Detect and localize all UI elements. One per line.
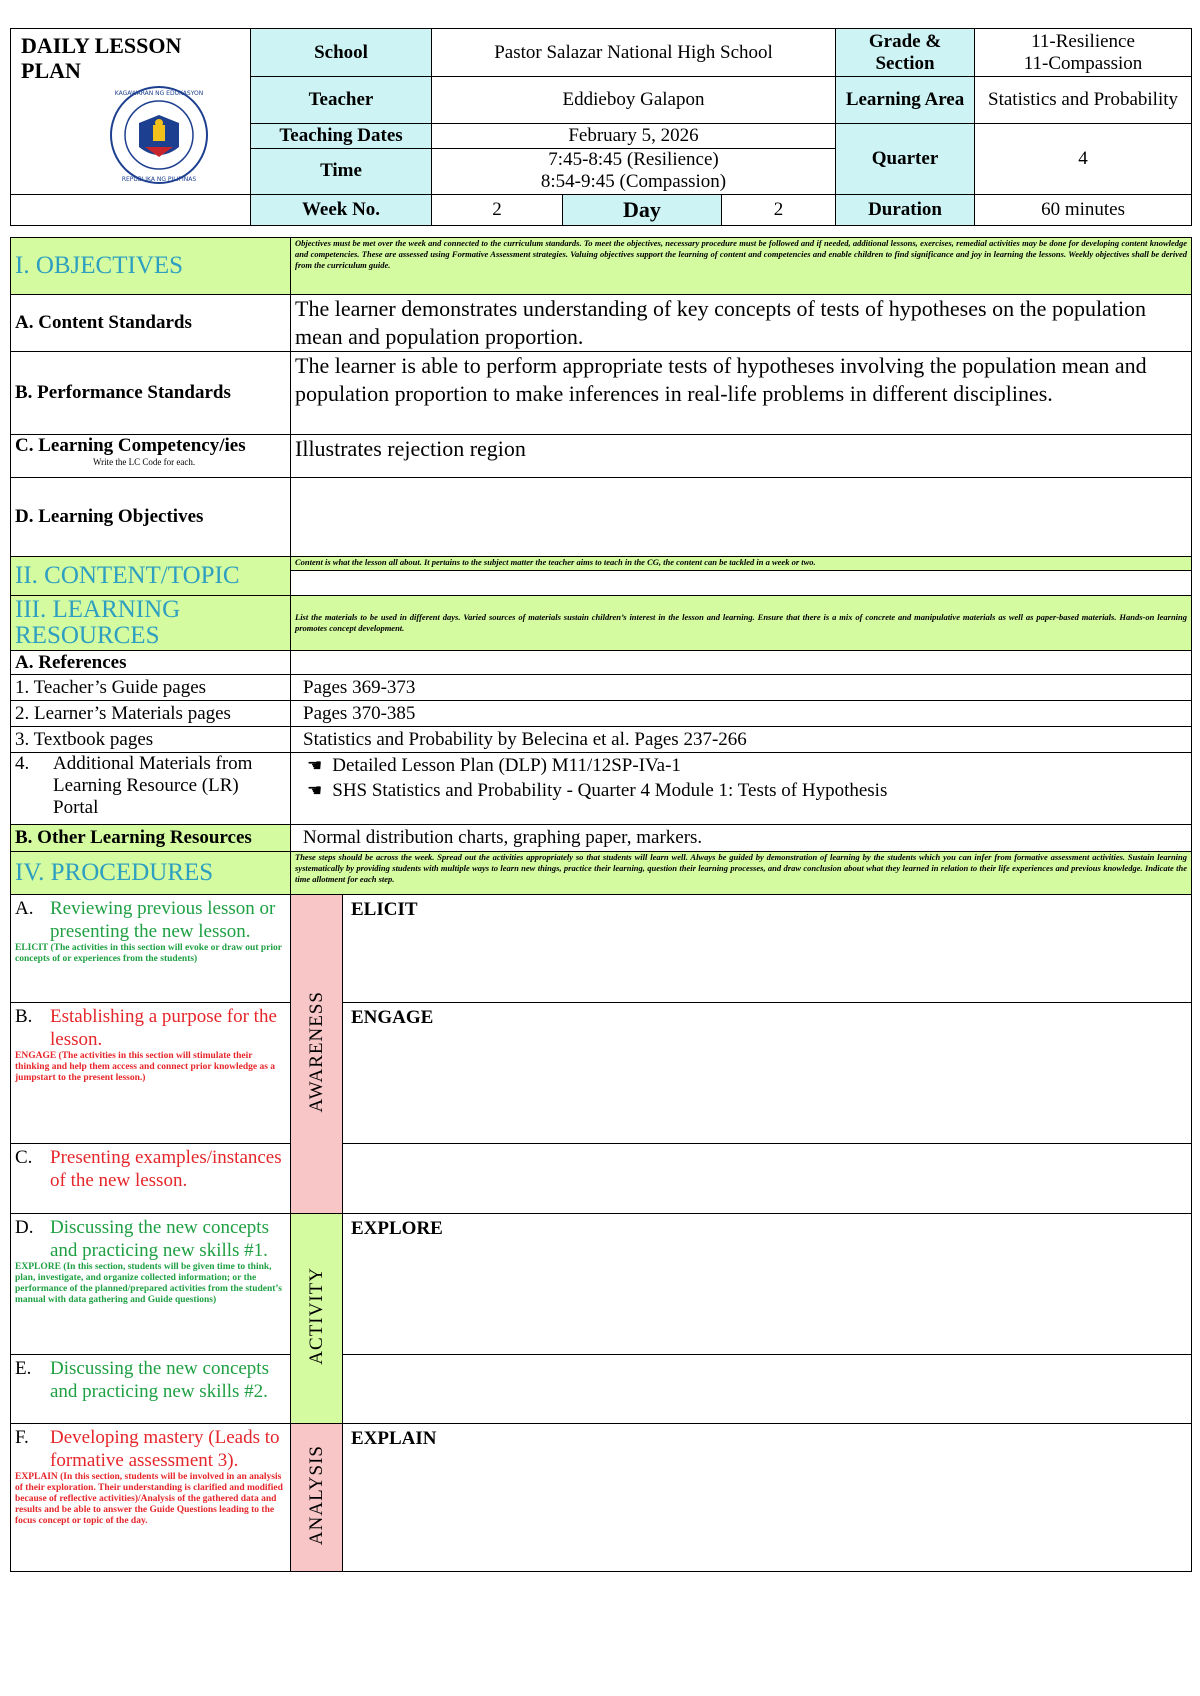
school-value: Pastor Salazar National High School (432, 29, 836, 77)
bullet-icon: ☚ (307, 756, 323, 775)
grade-value-1: 11-Resilience (1031, 30, 1135, 52)
phase-analysis (291, 1424, 343, 1572)
stage-explain: EXPLAIN (343, 1424, 1192, 1572)
proc-c-label: Presenting examples/instances of the new lesson. (50, 1147, 282, 1191)
day-label: Day (563, 194, 722, 225)
proc-d-note: EXPLORE (In this section, students will be given time to think, plan, investigate, and organize collected information; or the performance of the planned/prepared activities from the student’s manual with data gathering and Guide questions) (15, 1262, 282, 1305)
procedures-note: These steps should be across the week. Spread out the activities appropriately so that students will learn well. Always be guided by demonstration of learning by the students which you can infer from formative assessment activities. Sustain learning systematically by providing students with multiple ways to learn new things, practice their learning, question their learning processes, and draw conclusion about what they learned in relation to their life experiences and previous knowledge. Indicate the time allotment for each step. (291, 852, 1192, 895)
phase-activity (291, 1214, 343, 1424)
competency-label: C. Learning Competency/ies (15, 435, 246, 456)
stage-explore: EXPLORE (343, 1214, 1192, 1355)
additional-materials-value (291, 753, 1192, 825)
teacher-value: Eddieboy Galapon (432, 77, 836, 124)
competency-value: Illustrates rejection region (291, 435, 1192, 478)
proc-f-letter: F. (15, 1427, 29, 1448)
proc-e-letter: E. (15, 1358, 32, 1379)
textbook-pages-label: 3. Textbook pages (11, 727, 291, 753)
week-value: 2 (432, 194, 563, 225)
phase-analysis-label: ANALYSIS (305, 1444, 327, 1546)
additional-item-2: SHS Statistics and Probability - Quarter 4 Module 1: Tests of Hypothesis (332, 780, 888, 801)
tg-pages-label: 1. Teacher’s Guide pages (11, 675, 291, 701)
procedures-title: IV. PROCEDURES (11, 852, 291, 895)
performance-standards-label: B. Performance Standards (11, 352, 291, 435)
doc-title: DAILY LESSON PLAN (21, 33, 182, 83)
content-note: Content is what the lesson all about. It pertains to the subject matter the teacher aims to teach in the CG, the content can be tackled in a week or two. (291, 557, 1192, 571)
proc-b-note: ENGAGE (The activities in this section will stimulate their thinking and help them access and connect prior knowledge as a jumpstart to the present lesson.) (15, 1051, 276, 1083)
resources-note: List the materials to be used in different days. Varied sources of materials sustain children’s interest in the lesson and learning. Ensure that there is a mix of concrete and manipulative materials as well as paper-based materials. Hands-on learning promotes concept development. (291, 596, 1192, 651)
references-blank (291, 651, 1192, 675)
proc-a-label: Reviewing previous lesson or presenting the new lesson. (50, 898, 276, 942)
stage-engage: ENGAGE (343, 1003, 1192, 1144)
additional-materials-num: 4. (15, 753, 30, 774)
learning-objectives-value (291, 478, 1192, 557)
additional-item-1: Detailed Lesson Plan (DLP) M11/12SP-IVa-1 (332, 755, 681, 776)
content-standards-value: The learner demonstrates understanding of key concepts of tests of hypotheses on the population mean and population proportion. (291, 295, 1192, 352)
content-standards-label: A. Content Standards (11, 295, 291, 352)
proc-c-blank (343, 1144, 1192, 1214)
content-title: II. CONTENT/TOPIC (11, 557, 291, 596)
dates-value: February 5, 2026 (432, 124, 836, 148)
grade-value-2: 11-Compassion (1023, 52, 1143, 74)
lm-pages-value: Pages 370-385 (291, 701, 1192, 727)
phase-awareness-label: AWARENESS (305, 990, 327, 1113)
time-value (432, 148, 836, 194)
proc-e-label: Discussing the new concepts and practicing new skills #2. (50, 1358, 269, 1402)
other-resources-value: Normal distribution charts, graphing paper, markers. (291, 825, 1192, 852)
lesson-table (10, 237, 1192, 1572)
proc-d-letter: D. (15, 1217, 34, 1238)
proc-f-cell (11, 1424, 291, 1572)
duration-value: 60 minutes (975, 194, 1192, 225)
proc-d-cell (11, 1214, 291, 1355)
proc-e-blank (343, 1355, 1192, 1424)
header-table (10, 28, 1192, 226)
area-label: Learning Area (836, 77, 975, 124)
week-label: Week No. (251, 194, 432, 225)
proc-f-label: Developing mastery (Leads to formative assessment 3). (50, 1427, 280, 1471)
proc-d-label: Discussing the new concepts and practicing new skills #1. (50, 1217, 269, 1261)
competency-sub: Write the LC Code for each. (93, 457, 196, 467)
stage-elicit: ELICIT (343, 895, 1192, 1003)
quarter-label: Quarter (836, 124, 975, 194)
references-label: A. References (11, 651, 291, 675)
grade-value (975, 29, 1192, 77)
teacher-label: Teacher (251, 77, 432, 124)
objectives-title: I. OBJECTIVES (11, 238, 291, 295)
proc-a-letter: A. (15, 898, 34, 919)
proc-b-label: Establishing a purpose for the lesson. (50, 1006, 277, 1050)
area-value: Statistics and Probability (975, 77, 1192, 124)
quarter-value: 4 (975, 124, 1192, 194)
resources-title: III. LEARNING RESOURCES (11, 596, 291, 651)
time-value-1: 7:45-8:45 (Resilience) (548, 149, 719, 171)
proc-e-cell (11, 1355, 291, 1424)
competency-cell (11, 435, 291, 478)
time-label: Time (251, 148, 432, 194)
lm-pages-label: 2. Learner’s Materials pages (11, 701, 291, 727)
phase-activity-label: ACTIVITY (305, 1267, 327, 1365)
learning-objectives-label: D. Learning Objectives (11, 478, 291, 557)
blank-cell (11, 194, 251, 225)
additional-materials-cell (11, 753, 291, 825)
day-value: 2 (722, 194, 836, 225)
school-label: School (251, 29, 432, 77)
time-value-2: 8:54-9:45 (Compassion) (540, 171, 727, 193)
textbook-pages-value: Statistics and Probability by Belecina et al. Pages 237-266 (291, 727, 1192, 753)
tg-pages-value: Pages 369-373 (291, 675, 1192, 701)
proc-b-letter: B. (15, 1006, 33, 1027)
dates-label: Teaching Dates (251, 124, 432, 148)
other-resources-label: B. Other Learning Resources (11, 825, 291, 852)
phase-awareness (291, 895, 343, 1214)
performance-standards-value: The learner is able to perform appropriate tests of hypotheses involving the population mean and population proportion to make inferences in real-life problems in different disciplines. (291, 352, 1192, 435)
objectives-note: Objectives must be met over the week and connected to the curriculum standards. To meet the objectives, necessary procedure must be followed and if needed, additional lessons, exercises, remedial activities may be done for developing content knowledge and competencies. These are assessed using Formative Assessment strategies. Valuing objectives support the learning of content and competencies and enable children to find significance and joy in learning the lessons. Weekly objectives shall be derived from the curriculum guide. (291, 238, 1192, 295)
grade-label: Grade & Section (836, 29, 975, 77)
title-cell (11, 29, 251, 195)
bullet-icon: ☚ (307, 781, 323, 800)
proc-b-cell (11, 1003, 291, 1144)
duration-label: Duration (836, 194, 975, 225)
content-value (291, 571, 1192, 596)
proc-f-note: EXPLAIN (In this section, students will be involved in an analysis of their exploration. Their understanding is clarified and modified because of reflective activities)/Analysis of the gathered data and results and be able to answer the Guide Questions leading to the focus concept or topic of the day. (15, 1472, 283, 1526)
additional-materials-label: Additional Materials from Learning Resource (LR) Portal (53, 753, 253, 818)
svg-text:KAGAWARAN NG EDUKASYON: KAGAWARAN NG EDUKASYON (114, 90, 204, 97)
proc-c-letter: C. (15, 1147, 33, 1168)
svg-text:REPUBLIKA NG PILIPINAS: REPUBLIKA NG PILIPINAS (121, 176, 197, 183)
proc-a-cell (11, 895, 291, 1003)
deped-seal (109, 85, 209, 185)
proc-a-note: ELICIT (The activities in this section will evoke or draw out prior concepts of or experiences from the students) (15, 943, 282, 964)
proc-c-cell (11, 1144, 291, 1214)
